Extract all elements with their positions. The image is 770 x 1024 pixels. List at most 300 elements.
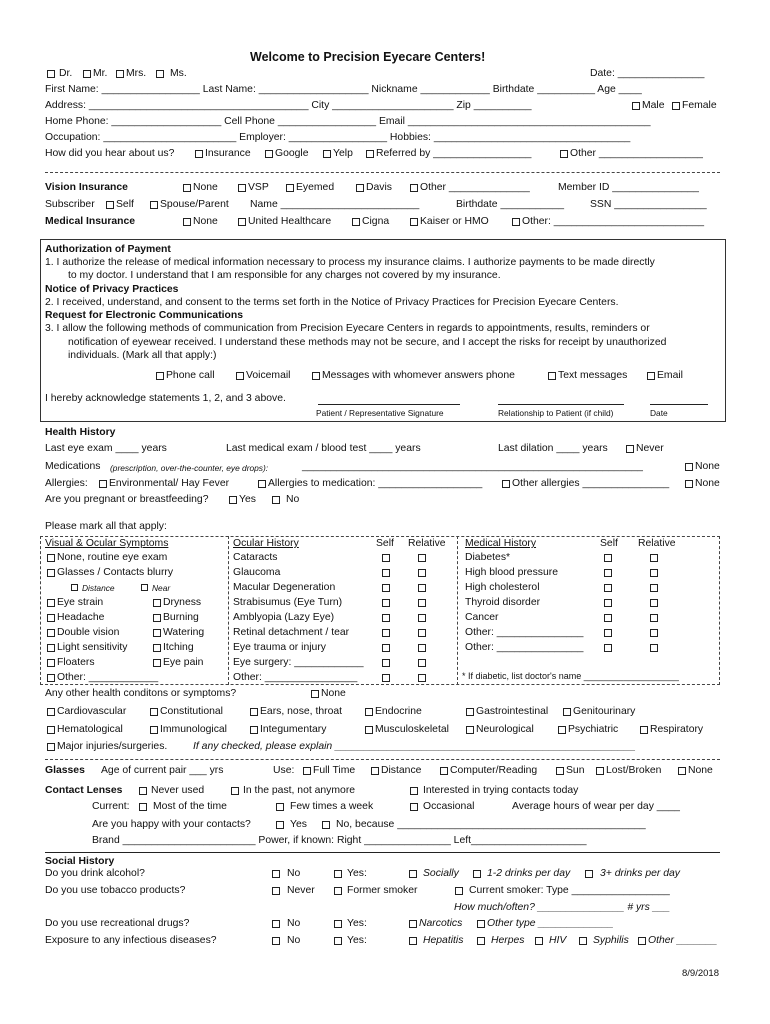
vision-vsp-label: VSP (248, 182, 269, 193)
medical-other-label: Other: __________________________ (522, 216, 705, 227)
alcohol-1-2-checkbox[interactable] (473, 870, 481, 878)
vis-burning-checkbox[interactable] (153, 614, 161, 622)
signature-caption: Patient / Representative Signature (316, 408, 444, 418)
vis-light-checkbox[interactable] (47, 644, 55, 652)
vis-itching-label: Itching (163, 642, 194, 653)
cond-neurological-label: Neurological (476, 724, 534, 735)
tobacco-howmuch-field[interactable]: How much/often? _______________ # yrs ___ (454, 902, 671, 913)
electronic-comm-text-1: 3. I allow the following methods of communication from Precision Eyecare Centers in regards to appointments, results, reminders or (45, 323, 650, 334)
female-label: Female (682, 100, 717, 111)
ocular-item-label: Cataracts (233, 552, 278, 563)
hear-referred-checkbox[interactable] (366, 150, 374, 158)
vis-floaters-checkbox[interactable] (47, 659, 55, 667)
medical-self-checkbox[interactable] (604, 584, 612, 592)
use-distance-checkbox[interactable] (371, 767, 379, 775)
mrs-label: Mrs. (126, 68, 147, 79)
date-caption: Date (650, 408, 668, 418)
subscriber-self-checkbox[interactable] (106, 201, 114, 209)
medications-none-checkbox[interactable] (685, 463, 693, 471)
contacts-past-label: In the past, not anymore (243, 785, 356, 796)
visual-symptoms-heading: Visual & Ocular Symptoms (45, 538, 169, 549)
ocular-self-checkbox[interactable] (382, 659, 390, 667)
vis-watering-checkbox[interactable] (153, 629, 161, 637)
cond-ent-checkbox[interactable] (250, 708, 258, 716)
drugs-yes-label: Yes: (347, 918, 367, 929)
ocular-relative-checkbox[interactable] (418, 629, 426, 637)
contacts-occasional-label: Occasional (423, 801, 475, 812)
member-id-field[interactable]: Member ID _______________ (558, 182, 699, 193)
vis-itching-checkbox[interactable] (153, 644, 161, 652)
hear-other-label: Other __________________ (570, 148, 703, 159)
vision-insurance-label: Vision Insurance (45, 182, 128, 193)
pregnant-yes-checkbox[interactable] (229, 496, 237, 504)
hear-google-label: Google (275, 148, 309, 159)
infect-syphilis-label: Syphilis (593, 935, 629, 946)
other-conditions-label: Any other health conditons or symptoms? (45, 688, 237, 699)
alcohol-yes-label: Yes: (347, 868, 367, 879)
cond-musculoskeletal-label: Musculoskeletal (375, 724, 449, 735)
comm-voicemail-label: Voicemail (246, 370, 291, 381)
ocular-relative-checkbox[interactable] (418, 599, 426, 607)
pregnant-no-checkbox[interactable] (272, 496, 280, 504)
contacts-happy-yes-label: Yes (290, 819, 307, 830)
medical-cigna-checkbox[interactable] (352, 218, 360, 226)
cond-immunological-checkbox[interactable] (150, 726, 158, 734)
hear-google-checkbox[interactable] (265, 150, 273, 158)
vis-distance-label: Distance (82, 583, 115, 593)
date-field[interactable]: Date: _______________ (590, 68, 705, 79)
contacts-most-label: Most of the time (153, 801, 227, 812)
contacts-current-label: Current: (92, 801, 130, 812)
use-computer-checkbox[interactable] (440, 767, 448, 775)
diabetic-note[interactable]: * If diabetic, list doctor's name ___________________ (462, 671, 679, 681)
comm-messages-label: Messages with whomever answers phone (322, 370, 515, 381)
medical-item-label: Thyroid disorder (465, 597, 541, 608)
dilation-never-label: Never (636, 443, 664, 454)
contacts-few-label: Few times a week (290, 801, 374, 812)
cond-endocrine-checkbox[interactable] (365, 708, 373, 716)
cond-cardiovascular-label: Cardiovascular (57, 706, 127, 717)
drugs-other-checkbox[interactable] (477, 920, 485, 928)
relationship-line[interactable] (498, 404, 624, 405)
ocular-relative-checkbox[interactable] (418, 569, 426, 577)
subscriber-birthdate-field[interactable]: Birthdate ___________ (456, 199, 565, 210)
ms-checkbox[interactable] (156, 70, 164, 78)
privacy-text: 2. I received, understand, and consent to the terms set forth in the Notice of Privacy Practices for Precision Eyecare Centers. (45, 297, 619, 308)
medical-united-checkbox[interactable] (238, 218, 246, 226)
cond-cardiovascular-checkbox[interactable] (47, 708, 55, 716)
dilation-never-checkbox[interactable] (626, 445, 634, 453)
electronic-comm-text-3: individuals. (Mark all that apply:) (68, 350, 217, 361)
ocular-self-checkbox[interactable] (382, 674, 390, 682)
vis-light-label: Light sensitivity (57, 642, 128, 653)
vision-vsp-checkbox[interactable] (238, 184, 246, 192)
medical-relative-checkbox[interactable] (650, 629, 658, 637)
auth-payment-text-1: 1. I authorize the release of medical information necessary to process my insurance claims. I authorize payments to be made directly (45, 257, 655, 268)
drugs-narcotics-checkbox[interactable] (409, 920, 417, 928)
cond-respiratory-label: Respiratory (650, 724, 704, 735)
medical-self-checkbox[interactable] (604, 569, 612, 577)
hear-yelp-label: Yelp (333, 148, 353, 159)
tobacco-former-label: Former smoker (347, 885, 418, 896)
cond-endocrine-label: Endocrine (375, 706, 422, 717)
vis-eyepain-label: Eye pain (163, 657, 204, 668)
ocular-self-checkbox[interactable] (382, 554, 390, 562)
vis-dryness-checkbox[interactable] (153, 599, 161, 607)
ocular-self-checkbox[interactable] (382, 614, 390, 622)
medical-self-heading: Self (600, 538, 618, 549)
female-checkbox[interactable] (672, 102, 680, 110)
ms-label: Ms. (170, 68, 187, 79)
social-history-heading: Social History (45, 856, 115, 867)
contacts-occasional-checkbox[interactable] (410, 803, 418, 811)
ocular-history-heading: Ocular History (233, 538, 299, 549)
medical-relative-checkbox[interactable] (650, 584, 658, 592)
contact-lenses-label: Contact Lenses (45, 785, 123, 796)
cond-constitutional-label: Constitutional (160, 706, 223, 717)
contacts-few-checkbox[interactable] (276, 803, 284, 811)
medical-none-checkbox[interactable] (183, 218, 191, 226)
cond-integumentary-checkbox[interactable] (250, 726, 258, 734)
contacts-past-checkbox[interactable] (231, 787, 239, 795)
contacts-happy-no-field[interactable]: No, because ___________________________________________ (336, 819, 646, 830)
medical-cigna-label: Cigna (362, 216, 390, 227)
contacts-most-checkbox[interactable] (139, 803, 147, 811)
hear-insurance-label: Insurance (205, 148, 251, 159)
contacts-never-checkbox[interactable] (139, 787, 147, 795)
vis-floaters-label: Floaters (57, 657, 95, 668)
mr-checkbox[interactable] (83, 70, 91, 78)
drugs-no-checkbox[interactable] (272, 920, 280, 928)
medical-relative-checkbox[interactable] (650, 554, 658, 562)
comm-text-checkbox[interactable] (548, 372, 556, 380)
medical-self-checkbox[interactable] (604, 629, 612, 637)
tobacco-never-checkbox[interactable] (272, 887, 280, 895)
comm-email-checkbox[interactable] (647, 372, 655, 380)
drugs-no-label: No (287, 918, 301, 929)
cond-psychiatric-checkbox[interactable] (558, 726, 566, 734)
explain-field[interactable]: If any checked, please explain ____________________________________________________ (193, 741, 636, 752)
medical-self-checkbox[interactable] (604, 614, 612, 622)
cond-immunological-label: Immunological (160, 724, 227, 735)
ocular-relative-checkbox[interactable] (418, 584, 426, 592)
ocular-relative-checkbox[interactable] (418, 659, 426, 667)
use-none-label: None (688, 765, 713, 776)
allergy-none-label: None (695, 478, 720, 489)
medical-united-label: United Healthcare (248, 216, 332, 227)
medications-none-label: None (695, 461, 720, 472)
alcohol-socially-checkbox[interactable] (409, 870, 417, 878)
hear-insurance-checkbox[interactable] (195, 150, 203, 158)
avg-wear-field[interactable]: Average hours of wear per day ____ (512, 801, 680, 812)
health-history-heading: Health History (45, 427, 116, 438)
ocular-item-label: Macular Degeneration (233, 582, 336, 593)
use-lost-checkbox[interactable] (596, 767, 604, 775)
page-title: Welcome to Precision Eyecare Centers! (250, 50, 486, 64)
use-none-checkbox[interactable] (678, 767, 686, 775)
tobacco-current-field[interactable]: Current smoker: Type _________________ (469, 885, 670, 896)
subscriber-spouse-checkbox[interactable] (150, 201, 158, 209)
infect-hepatitis-checkbox[interactable] (409, 937, 417, 945)
other-conditions-none-label: None (321, 688, 346, 699)
cond-genito-checkbox[interactable] (563, 708, 571, 716)
phone-row[interactable]: Home Phone: ___________________ Cell Phone _________________ Email __________________________________________ (45, 116, 651, 127)
section-divider (45, 759, 720, 760)
comm-text-label: Text messages (558, 370, 628, 381)
ocular-relative-checkbox[interactable] (418, 554, 426, 562)
ocular-self-checkbox[interactable] (382, 599, 390, 607)
tobacco-former-checkbox[interactable] (334, 887, 342, 895)
ocular-self-checkbox[interactable] (382, 629, 390, 637)
vision-eyemed-checkbox[interactable] (286, 184, 294, 192)
ocular-item-label: Retinal detachment / tear (233, 627, 350, 638)
glasses-label: Glasses (45, 765, 85, 776)
major-injuries-checkbox[interactable] (47, 743, 55, 751)
allergy-medication-label: Allergies to medication: __________________ (268, 478, 483, 489)
cond-hematological-label: Hematological (57, 724, 123, 735)
cond-gastro-label: Gastrointestinal (476, 706, 549, 717)
vis-other-checkbox[interactable] (47, 674, 55, 682)
medications-label: Medications (45, 461, 101, 472)
relationship-caption: Relationship to Patient (if child) (498, 408, 614, 418)
cond-gastro-checkbox[interactable] (466, 708, 474, 716)
cond-genito-label: Genitourinary (573, 706, 636, 717)
vision-other-label: Other ______________ (420, 182, 530, 193)
medical-self-checkbox[interactable] (604, 644, 612, 652)
alcohol-3plus-checkbox[interactable] (585, 870, 593, 878)
date-line[interactable] (650, 404, 708, 405)
contacts-brand-field[interactable]: Brand _______________________ Power, if known: Right _______________ Left____________________ (92, 835, 587, 846)
vision-davis-label: Davis (366, 182, 392, 193)
cond-hematological-checkbox[interactable] (47, 726, 55, 734)
medical-item-label[interactable]: Other: _______________ (465, 642, 584, 653)
medical-item-label: High cholesterol (465, 582, 540, 593)
table-divider (457, 536, 458, 685)
cond-ent-label: Ears, nose, throat (260, 706, 343, 717)
allergy-other-label: Other allergies _______________ (512, 478, 670, 489)
medical-insurance-label: Medical Insurance (45, 216, 136, 227)
glasses-age-field[interactable]: Age of current pair ___ yrs (101, 765, 224, 776)
vis-blurry-label: Glasses / Contacts blurry (57, 567, 174, 578)
use-computer-label: Computer/Reading (450, 765, 538, 776)
allergies-label: Allergies: (45, 478, 88, 489)
ocular-relative-checkbox[interactable] (418, 614, 426, 622)
last-medical-exam-field[interactable]: Last medical exam / blood test ____ years (226, 443, 421, 454)
ocular-self-checkbox[interactable] (382, 569, 390, 577)
allergy-other-checkbox[interactable] (502, 480, 510, 488)
mr-label: Mr. (93, 68, 108, 79)
mrs-checkbox[interactable] (116, 70, 124, 78)
medical-item-label: Cancer (465, 612, 499, 623)
medical-relative-checkbox[interactable] (650, 644, 658, 652)
hear-other-checkbox[interactable] (560, 150, 568, 158)
vis-eyepain-checkbox[interactable] (153, 659, 161, 667)
last-eye-exam-field[interactable]: Last eye exam ____ years (45, 443, 167, 454)
drugs-narcotics-label: Narcotics (419, 918, 463, 929)
cond-respiratory-checkbox[interactable] (640, 726, 648, 734)
vis-dryness-label: Dryness (163, 597, 202, 608)
ocular-item-label: Eye trauma or injury (233, 642, 326, 653)
auth-payment-heading: Authorization of Payment (45, 244, 171, 255)
vis-eyestrain-checkbox[interactable] (47, 599, 55, 607)
vis-double-checkbox[interactable] (47, 629, 55, 637)
hear-yelp-checkbox[interactable] (323, 150, 331, 158)
allergy-none-checkbox[interactable] (685, 480, 693, 488)
vis-burning-label: Burning (163, 612, 199, 623)
medical-item-label: High blood pressure (465, 567, 558, 578)
alcohol-socially-label: Socially (423, 868, 459, 879)
last-dilation-field[interactable]: Last dilation ____ years (498, 443, 608, 454)
vision-none-label: None (193, 182, 218, 193)
comm-voicemail-checkbox[interactable] (236, 372, 244, 380)
dr-label: Dr. (59, 68, 73, 79)
comm-messages-checkbox[interactable] (312, 372, 320, 380)
infect-herpes-label: Herpes (491, 935, 525, 946)
drugs-label: Do you use recreational drugs? (45, 918, 190, 929)
subscriber-ssn-field[interactable]: SSN ________________ (590, 199, 707, 210)
ocular-self-checkbox[interactable] (382, 644, 390, 652)
medical-relative-checkbox[interactable] (650, 599, 658, 607)
infect-herpes-checkbox[interactable] (477, 937, 485, 945)
use-sun-label: Sun (566, 765, 585, 776)
infect-syphilis-checkbox[interactable] (579, 937, 587, 945)
alcohol-1-2-label: 1-2 drinks per day (487, 868, 571, 879)
vis-headache-checkbox[interactable] (47, 614, 55, 622)
comm-phone-checkbox[interactable] (156, 372, 164, 380)
subscriber-name-field[interactable]: Name ________________________ (250, 199, 420, 210)
alcohol-no-checkbox[interactable] (272, 870, 280, 878)
tobacco-label: Do you use tobacco products? (45, 885, 186, 896)
section-divider (45, 852, 720, 853)
vis-double-label: Double vision (57, 627, 120, 638)
use-lost-label: Lost/Broken (606, 765, 662, 776)
cond-psychiatric-label: Psychiatric (568, 724, 619, 735)
contacts-interested-label: Interested in trying contacts today (423, 785, 579, 796)
vis-none-checkbox[interactable] (47, 554, 55, 562)
ocular-item-label[interactable]: Other: ________________ (233, 672, 358, 683)
cond-musculoskeletal-checkbox[interactable] (365, 726, 373, 734)
subscriber-spouse-label: Spouse/Parent (160, 199, 229, 210)
vis-headache-label: Headache (57, 612, 105, 623)
allergy-medication-checkbox[interactable] (258, 480, 266, 488)
infect-hiv-label: HIV (549, 935, 567, 946)
use-fulltime-checkbox[interactable] (303, 767, 311, 775)
signature-line[interactable] (318, 404, 460, 405)
infectious-label: Exposure to any infectious diseases? (45, 935, 217, 946)
medical-other-checkbox[interactable] (512, 218, 520, 226)
ocular-relative-checkbox[interactable] (418, 644, 426, 652)
cond-constitutional-checkbox[interactable] (150, 708, 158, 716)
medical-relative-checkbox[interactable] (650, 569, 658, 577)
vis-blurry-checkbox[interactable] (47, 569, 55, 577)
vis-other-label: Other: ____________ (57, 672, 159, 683)
cond-neurological-checkbox[interactable] (466, 726, 474, 734)
medications-field[interactable]: ___________________________________________________________ (302, 461, 643, 472)
comm-email-label: Email (657, 370, 683, 381)
male-checkbox[interactable] (632, 102, 640, 110)
name-row[interactable]: First Name: _________________ Last Name: ___________________ Nickname ____________ Birthdate __________ Age ____ (45, 84, 642, 95)
vis-none-label: None, routine eye exam (57, 552, 168, 563)
infect-other-field[interactable]: Other _______ (648, 935, 718, 946)
subscriber-label: Subscriber (45, 199, 95, 210)
medications-hint: (prescription, over-the-counter, eye drops): (110, 463, 269, 473)
medical-item-label[interactable]: Other: _______________ (465, 627, 584, 638)
alcohol-label: Do you drink alcohol? (45, 868, 145, 879)
vis-near-label: Near (152, 583, 171, 593)
ocular-relative-checkbox[interactable] (418, 674, 426, 682)
vision-none-checkbox[interactable] (183, 184, 191, 192)
electronic-comm-heading: Request for Electronic Communications (45, 310, 244, 321)
ocular-relative-heading: Relative (408, 538, 446, 549)
ocular-item-label: Strabisumus (Eye Turn) (233, 597, 343, 608)
drugs-other-field[interactable]: Other type _____________ (487, 918, 614, 929)
privacy-heading: Notice of Privacy Practices (45, 284, 179, 295)
infect-hiv-checkbox[interactable] (535, 937, 543, 945)
ocular-item-label[interactable]: Eye surgery: ____________ (233, 657, 364, 668)
tobacco-never-label: Never (287, 885, 315, 896)
major-injuries-label: Major injuries/surgeries. (57, 741, 168, 752)
dr-checkbox[interactable] (47, 70, 55, 78)
use-fulltime-label: Full Time (313, 765, 356, 776)
tobacco-current-checkbox[interactable] (455, 887, 463, 895)
cond-integumentary-label: Integumentary (260, 724, 327, 735)
medical-self-checkbox[interactable] (604, 554, 612, 562)
medical-history-heading: Medical History (465, 538, 537, 549)
pregnant-no-label: No (286, 494, 300, 505)
vision-other-checkbox[interactable] (410, 184, 418, 192)
medical-self-checkbox[interactable] (604, 599, 612, 607)
vis-distance-checkbox[interactable] (71, 584, 78, 591)
use-distance-label: Distance (381, 765, 422, 776)
medical-kaiser-label: Kaiser or HMO (420, 216, 489, 227)
pregnant-yes-label: Yes (239, 494, 256, 505)
drugs-yes-checkbox[interactable] (334, 920, 342, 928)
allergy-environmental-label: Environmental/ Hay Fever (109, 478, 230, 489)
auth-payment-text-2: to my doctor. I understand that I am responsible for any charges not covered by my insurance. (68, 270, 501, 281)
contacts-never-label: Never used (151, 785, 205, 796)
vis-eyestrain-label: Eye strain (57, 597, 104, 608)
hear-referred-label: Referred by _________________ (376, 148, 532, 159)
ocular-item-label: Glaucoma (233, 567, 281, 578)
ocular-self-checkbox[interactable] (382, 584, 390, 592)
vis-near-checkbox[interactable] (141, 584, 148, 591)
infect-yes-checkbox[interactable] (334, 937, 342, 945)
contacts-interested-checkbox[interactable] (410, 787, 418, 795)
section-divider (45, 172, 720, 173)
infect-other-checkbox[interactable] (638, 937, 646, 945)
infect-no-checkbox[interactable] (272, 937, 280, 945)
alcohol-yes-checkbox[interactable] (334, 870, 342, 878)
allergy-environmental-checkbox[interactable] (99, 480, 107, 488)
ocular-item-label: Amblyopia (Lazy Eye) (233, 612, 335, 623)
contacts-happy-yes-checkbox[interactable] (276, 821, 284, 829)
vis-watering-label: Watering (163, 627, 205, 638)
medical-relative-checkbox[interactable] (650, 614, 658, 622)
medical-kaiser-checkbox[interactable] (410, 218, 418, 226)
occupation-row[interactable]: Occupation: _______________________ Employer: _________________ Hobbies: __________________________________ (45, 132, 631, 143)
address-row[interactable]: Address: ______________________________________ City _____________________ Zip __________ (45, 100, 532, 111)
contacts-happy-label: Are you happy with your contacts? (92, 819, 251, 830)
other-conditions-none-checkbox[interactable] (311, 690, 319, 698)
comm-phone-label: Phone call (166, 370, 215, 381)
contacts-happy-no-checkbox[interactable] (322, 821, 330, 829)
acknowledge-text: I hereby acknowledge statements 1, 2, and 3 above. (45, 393, 286, 404)
subscriber-self-label: Self (116, 199, 134, 210)
infect-hepatitis-label: Hepatitis (423, 935, 464, 946)
use-sun-checkbox[interactable] (556, 767, 564, 775)
vision-davis-checkbox[interactable] (356, 184, 364, 192)
glasses-use-label: Use: (273, 765, 295, 776)
